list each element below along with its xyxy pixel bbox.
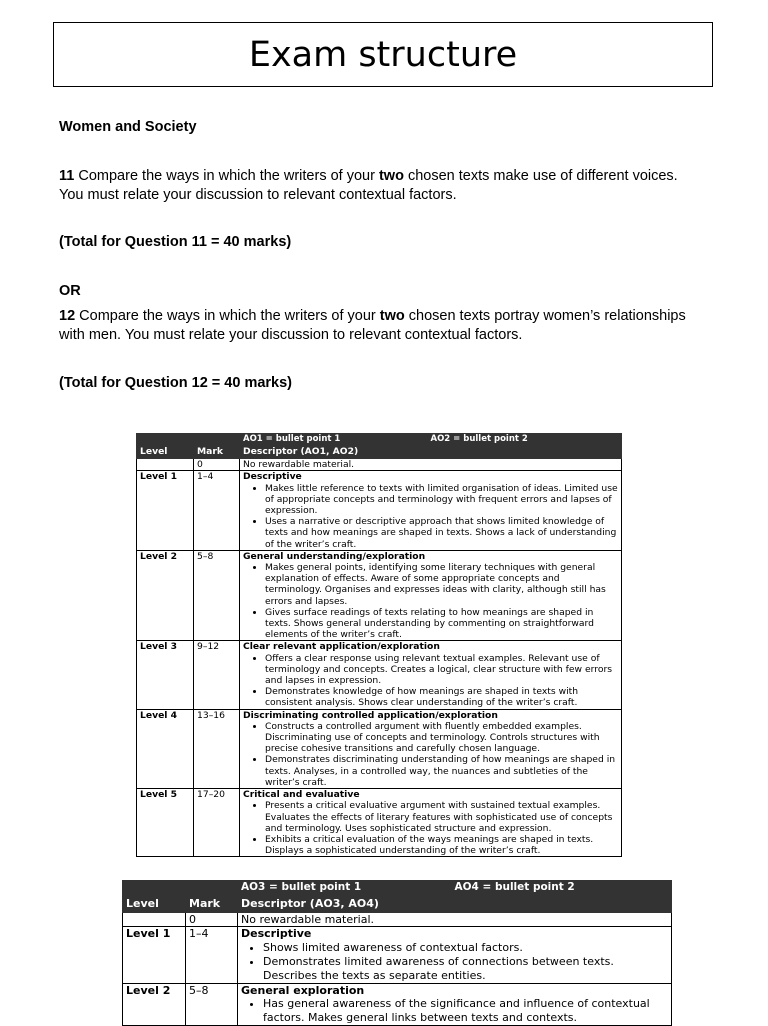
table-row xyxy=(123,984,672,1026)
table-row xyxy=(137,471,622,550)
descriptor-cell xyxy=(238,927,672,984)
descriptor-bullet: • Makes little reference to texts with limited organisation of ideas. Limited use of appropriate concepts and terminology with frequent errors and lapses of expression. xyxy=(265,483,618,517)
descriptor-bullet: • Demonstrates discriminating understanding of how meanings are shaped in texts. Analyses, in a controlled way, the nuances and subtleties of the writer’s craft. xyxy=(265,754,618,788)
level-cell: Level 5 xyxy=(137,789,194,857)
question-11 xyxy=(59,167,699,205)
descriptor-bullets xyxy=(243,800,618,856)
table-row xyxy=(137,550,622,641)
column-header-level: Level xyxy=(123,897,186,913)
question-12-number: 12 xyxy=(59,308,76,324)
descriptor-title: General understanding/exploration xyxy=(243,550,426,562)
descriptor-title: No rewardable material. xyxy=(241,913,375,926)
ao-header-blank xyxy=(186,881,238,897)
descriptor-cell xyxy=(238,913,672,927)
descriptor-bullets xyxy=(241,997,668,1024)
mark-scheme-table-body xyxy=(123,881,672,1026)
ao-header-blank xyxy=(194,434,240,446)
descriptor-bullet: • Shows limited awareness of contextual factors. xyxy=(263,941,668,954)
descriptor-title: Descriptive xyxy=(241,927,312,941)
mark-cell: 13–16 xyxy=(194,709,240,788)
question-12-total: (Total for Question 12 = 40 marks) xyxy=(59,375,293,391)
column-header-descriptor: Descriptor (AO3, AO4) xyxy=(238,897,672,913)
descriptor-cell xyxy=(240,709,622,788)
column-header-mark: Mark xyxy=(186,897,238,913)
mark-scheme-table-body xyxy=(137,434,622,857)
page-title: Exam structure xyxy=(53,22,713,87)
table-row xyxy=(137,641,622,709)
descriptor-bullets xyxy=(243,483,618,550)
column-header-level: Level xyxy=(137,446,194,459)
ao-header-blank xyxy=(137,434,194,446)
descriptor-cell xyxy=(240,550,622,641)
ao-header-row xyxy=(137,434,622,446)
descriptor-cell xyxy=(240,471,622,550)
ao-header-blank xyxy=(123,881,186,897)
descriptor-bullets xyxy=(243,562,618,640)
ao-label-a: AO3 = bullet point 1 xyxy=(241,881,362,893)
level-cell: Level 4 xyxy=(137,709,194,788)
question-12-emphasis: two xyxy=(379,308,405,324)
table-row xyxy=(123,913,672,927)
mark-cell: 17–20 xyxy=(194,789,240,857)
ao-header-row xyxy=(123,881,672,897)
column-header-mark: Mark xyxy=(194,446,240,459)
mark-cell: 0 xyxy=(186,913,238,927)
ao-header-cell xyxy=(238,881,672,897)
level-cell xyxy=(123,913,186,927)
descriptor-bullet: • Gives surface readings of texts relating to how meanings are shaped in texts. Shows general understanding by commenting on straightforward elements of the writer’s craft. xyxy=(265,607,618,641)
table-row xyxy=(123,927,672,984)
level-cell: Level 1 xyxy=(137,471,194,550)
table-row xyxy=(137,459,622,471)
section-heading: Women and Society xyxy=(59,119,197,135)
descriptor-bullet: • Makes general points, identifying some literary techniques with general explanation of effects. Aware of some appropriate concepts and terminology. Organises and expresses ideas with clarity, although still has errors and lapses. xyxy=(265,562,618,607)
level-cell: Level 2 xyxy=(123,984,186,1026)
descriptor-cell xyxy=(240,789,622,857)
descriptor-bullet: • Presents a critical evaluative argument with sustained textual examples. Evaluates the effects of literary features with sophisticated use of concepts and terminology. Uses sophisticated structure and expression. xyxy=(265,800,618,834)
descriptor-title: Critical and evaluative xyxy=(243,789,360,801)
descriptor-title: Discriminating controlled application/exploration xyxy=(243,709,498,721)
mark-cell: 9–12 xyxy=(194,641,240,709)
question-11-text-a: Compare the ways in which the writers of your xyxy=(74,168,379,184)
descriptor-bullet: • Offers a clear response using relevant textual examples. Relevant use of terminology and concepts. Creates a logical, clear structure with few errors and lapses in expression. xyxy=(265,653,618,687)
descriptor-bullet: • Demonstrates limited awareness of connections between texts. Describes the texts as separate entities. xyxy=(263,955,668,982)
column-header-row xyxy=(123,897,672,913)
level-cell: Level 1 xyxy=(123,927,186,984)
question-12 xyxy=(59,307,699,345)
descriptor-bullet: • Constructs a controlled argument with fluently embedded examples. Discriminating use of concepts and terminology. Controls structures with precise cohesive transitions and carefully chosen language. xyxy=(265,721,618,755)
descriptor-bullet: • Has general awareness of the significance and influence of contextual factors. Makes general links between texts and contexts. xyxy=(263,997,668,1024)
question-11-text-b: chosen texts make use of different voices. You must relate your discussion to relevant contextual factors. xyxy=(59,168,678,203)
descriptor-title: General exploration xyxy=(241,984,365,998)
table-row xyxy=(137,709,622,788)
descriptor-bullets xyxy=(241,941,668,982)
descriptor-bullet: • Uses a narrative or descriptive approach that shows limited knowledge of texts and how meanings are shaped in texts. Shows a lack of understanding of the writer’s craft. xyxy=(265,516,618,550)
mark-scheme-table-ao3-ao4 xyxy=(122,880,672,1026)
mark-scheme-table-ao1-ao2 xyxy=(136,433,622,857)
table-row xyxy=(137,789,622,857)
ao-label-a: AO1 = bullet point 1 xyxy=(243,434,341,444)
descriptor-bullets xyxy=(243,721,618,788)
descriptor-cell xyxy=(240,459,622,471)
descriptor-title: No rewardable material. xyxy=(243,459,355,471)
mark-cell: 5–8 xyxy=(186,984,238,1026)
ao-label-b: AO4 = bullet point 2 xyxy=(454,881,575,893)
descriptor-bullets xyxy=(243,653,618,709)
level-cell: Level 3 xyxy=(137,641,194,709)
question-11-emphasis: two xyxy=(378,168,404,184)
mark-cell: 5–8 xyxy=(194,550,240,641)
column-header-row xyxy=(137,446,622,459)
descriptor-bullet: • Demonstrates knowledge of how meanings are shaped in texts with consistent analysis. Shows clear understanding of the writer’s craft. xyxy=(265,686,618,708)
column-header-descriptor: Descriptor (AO1, AO2) xyxy=(240,446,622,459)
ao-header-cell xyxy=(240,434,622,446)
mark-cell: 0 xyxy=(194,459,240,471)
level-cell xyxy=(137,459,194,471)
question-12-text-b: chosen texts portray women’s relationships with men. You must relate your discussion to relevant contextual factors. xyxy=(59,308,686,343)
descriptor-title: Descriptive xyxy=(243,471,302,483)
question-11-total: (Total for Question 11 = 40 marks) xyxy=(59,234,292,250)
descriptor-bullet: • Exhibits a critical evaluation of the ways meanings are shaped in texts. Displays a sophisticated understanding of the writer’s craft. xyxy=(265,834,618,856)
descriptor-cell xyxy=(240,641,622,709)
ao-label-b: AO2 = bullet point 2 xyxy=(430,434,528,444)
question-12-text-a: Compare the ways in which the writers of your xyxy=(75,308,380,324)
mark-cell: 1–4 xyxy=(194,471,240,550)
descriptor-title: Clear relevant application/exploration xyxy=(243,641,440,653)
or-label: OR xyxy=(59,283,81,299)
question-11-number: 11 xyxy=(59,168,75,184)
level-cell: Level 2 xyxy=(137,550,194,641)
mark-cell: 1–4 xyxy=(186,927,238,984)
descriptor-cell xyxy=(238,984,672,1026)
